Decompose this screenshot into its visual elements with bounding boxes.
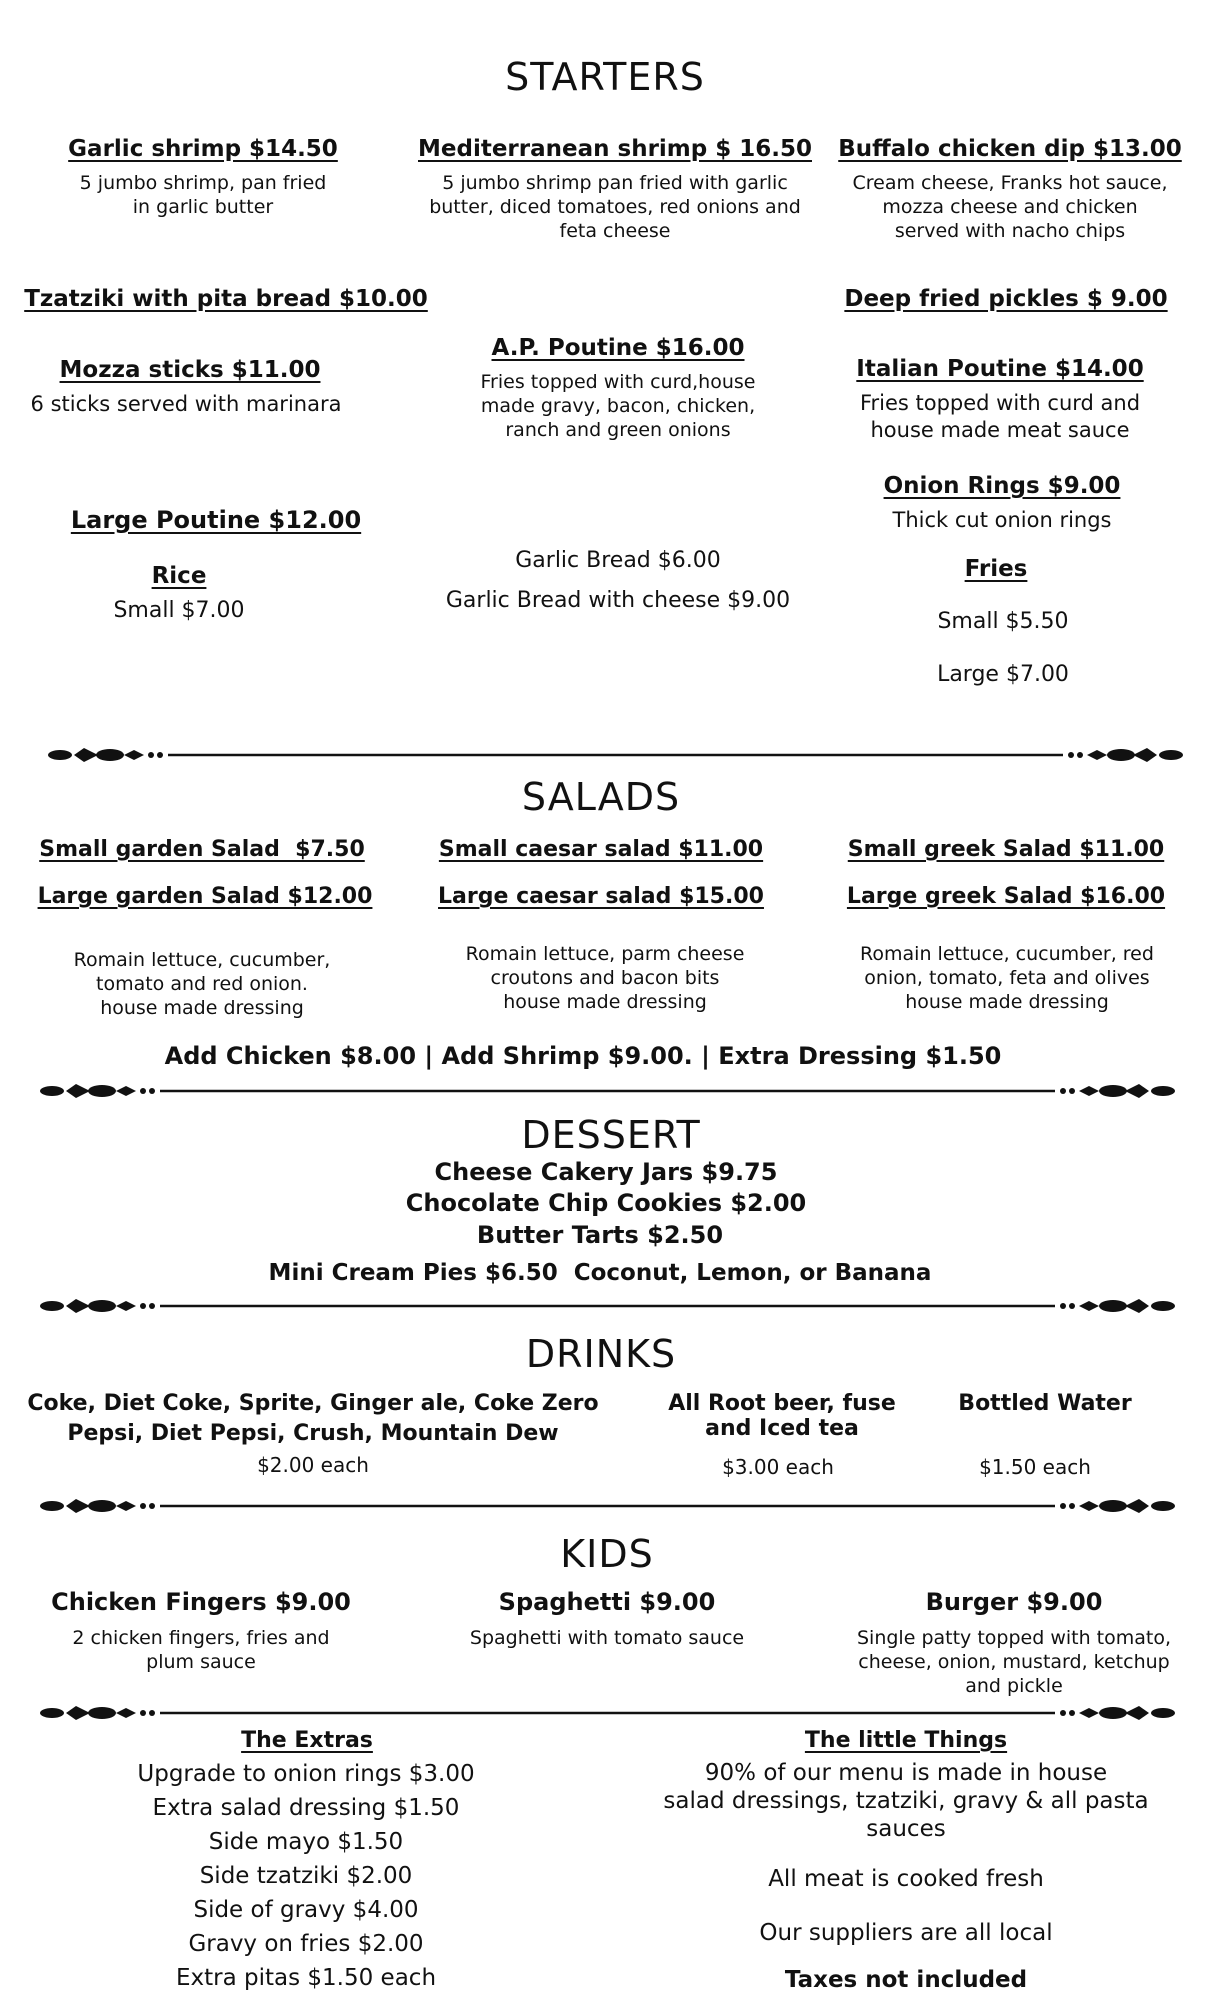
garlic-bread-cheese: Garlic Bread with cheese $9.00 bbox=[445, 588, 791, 613]
mediterranean-shrimp-desc: 5 jumbo shrimp pan fried with garlic butter, diced tomatoes, red onions and feta cheese bbox=[429, 172, 801, 242]
fries-title: Fries bbox=[964, 556, 1028, 582]
tzatziki-title: Tzatziki with pita bread $10.00 bbox=[24, 286, 428, 312]
extras-item: Upgrade to onion rings $3.00 bbox=[137, 1761, 475, 1787]
soda-price: $2.00 each bbox=[257, 1453, 369, 1477]
rootbeer: All Root beer, fuse and Iced tea bbox=[668, 1391, 896, 1441]
buffalo-dip-desc: Cream cheese, Franks hot sauce, mozza cheese and chicken served with nacho chips bbox=[852, 172, 1168, 242]
soda-line-2: Pepsi, Diet Pepsi, Crush, Mountain Dew bbox=[67, 1421, 559, 1446]
dessert-item: Butter Tarts $2.50 bbox=[476, 1221, 724, 1249]
extras-item: Extra salad dressing $1.50 bbox=[152, 1795, 460, 1821]
little-things-title: The little Things bbox=[804, 1728, 1008, 1753]
rootbeer-price: $3.00 each bbox=[722, 1455, 834, 1479]
ap-poutine-title: A.P. Poutine $16.00 bbox=[491, 335, 745, 361]
spaghetti-title: Spaghetti $9.00 bbox=[498, 1588, 716, 1616]
extras-item: Extra pitas $1.50 each bbox=[175, 1965, 437, 1991]
drinks-heading: DRINKS bbox=[525, 1332, 677, 1376]
dessert-item: Chocolate Chip Cookies $2.00 bbox=[405, 1189, 807, 1217]
garden-salad-desc: Romain lettuce, cucumber, tomato and red onion. house made dressing bbox=[73, 949, 331, 1019]
large-caesar-salad: Large caesar salad $15.00 bbox=[438, 884, 764, 909]
section-divider bbox=[40, 1698, 1175, 1728]
dessert-item: Cheese Cakery Jars $9.75 bbox=[434, 1158, 778, 1186]
burger-title: Burger $9.00 bbox=[925, 1588, 1103, 1616]
large-garden-salad: Large garden Salad $12.00 bbox=[37, 884, 373, 909]
spaghetti-desc: Spaghetti with tomato sauce bbox=[469, 1627, 745, 1649]
italian-poutine-title: Italian Poutine $14.00 bbox=[856, 356, 1144, 382]
rice-title: Rice bbox=[151, 563, 207, 589]
salads-heading: SALADS bbox=[521, 775, 681, 819]
little-things-line-1: 90% of our menu is made in house bbox=[704, 1760, 1108, 1786]
onion-rings-title: Onion Rings $9.00 bbox=[883, 473, 1121, 499]
chicken-fingers-title: Chicken Fingers $9.00 bbox=[51, 1588, 351, 1616]
small-greek-salad: Small greek Salad $11.00 bbox=[847, 837, 1165, 862]
extras-item: Side of gravy $4.00 bbox=[193, 1897, 419, 1923]
kids-heading: KIDS bbox=[560, 1532, 654, 1576]
garlic-bread: Garlic Bread $6.00 bbox=[515, 548, 721, 573]
extras-title: The Extras bbox=[241, 1728, 373, 1753]
greek-salad-desc: Romain lettuce, cucumber, red onion, tomato, feta and olives house made dressing bbox=[860, 943, 1154, 1013]
section-divider bbox=[40, 1076, 1175, 1106]
onion-rings-desc: Thick cut onion rings bbox=[892, 508, 1112, 532]
taxes-note: Taxes not included bbox=[784, 1967, 1028, 1993]
extras-item: Side mayo $1.50 bbox=[208, 1829, 404, 1855]
deep-fried-pickles-title: Deep fried pickles $ 9.00 bbox=[844, 286, 1168, 312]
dessert-pies: Mini Cream Pies $6.50 Coconut, Lemon, or Banana bbox=[268, 1260, 932, 1286]
chicken-fingers-desc: 2 chicken fingers, fries and plum sauce bbox=[72, 1627, 330, 1673]
large-poutine-title: Large Poutine $12.00 bbox=[70, 506, 362, 534]
fries-large: Large $7.00 bbox=[937, 662, 1069, 687]
rice-small: Small $7.00 bbox=[113, 598, 245, 623]
mozza-sticks-desc: 6 sticks served with marinara bbox=[30, 392, 342, 416]
dessert-heading: DESSERT bbox=[521, 1113, 701, 1157]
soda-line-1: Coke, Diet Coke, Sprite, Ginger ale, Coke Zero bbox=[27, 1391, 599, 1416]
mozza-sticks-title: Mozza sticks $11.00 bbox=[59, 357, 321, 383]
small-garden-salad: Small garden Salad $7.50 bbox=[39, 837, 365, 862]
bottled-water: Bottled Water bbox=[958, 1391, 1132, 1416]
garlic-shrimp-desc: 5 jumbo shrimp, pan fried in garlic butter bbox=[79, 172, 327, 218]
italian-poutine-desc: Fries topped with curd and house made meat sauce bbox=[859, 391, 1141, 442]
garlic-shrimp-title: Garlic shrimp $14.50 bbox=[68, 136, 338, 162]
small-caesar-salad: Small caesar salad $11.00 bbox=[438, 837, 764, 862]
extras-item: Side tzatziki $2.00 bbox=[199, 1863, 413, 1889]
extras-item: Gravy on fries $2.00 bbox=[188, 1931, 424, 1957]
caesar-salad-desc: Romain lettuce, parm cheese croutons and bacon bits house made dressing bbox=[465, 943, 745, 1013]
burger-desc: Single patty topped with tomato, cheese, onion, mustard, ketchup and pickle bbox=[856, 1627, 1172, 1697]
section-divider bbox=[48, 740, 1183, 770]
section-divider bbox=[40, 1291, 1175, 1321]
large-greek-salad: Large greek Salad $16.00 bbox=[846, 884, 1166, 909]
little-things-line-4: Our suppliers are all local bbox=[759, 1920, 1053, 1946]
salad-addons: Add Chicken $8.00 | Add Shrimp $9.00. | Extra Dressing $1.50 bbox=[164, 1042, 1002, 1070]
section-divider bbox=[40, 1491, 1175, 1521]
water-price: $1.50 each bbox=[979, 1455, 1091, 1479]
mediterranean-shrimp-title: Mediterranean shrimp $ 16.50 bbox=[418, 136, 812, 162]
ap-poutine-desc: Fries topped with curd,house made gravy, bacon, chicken, ranch and green onions bbox=[480, 371, 756, 441]
buffalo-dip-title: Buffalo chicken dip $13.00 bbox=[838, 136, 1182, 162]
starters-heading: STARTERS bbox=[505, 55, 705, 99]
fries-small: Small $5.50 bbox=[937, 609, 1069, 634]
little-things-line-3: All meat is cooked fresh bbox=[768, 1866, 1044, 1892]
little-things-line-2: salad dressings, tzatziki, gravy & all pasta sauces bbox=[663, 1788, 1149, 1842]
